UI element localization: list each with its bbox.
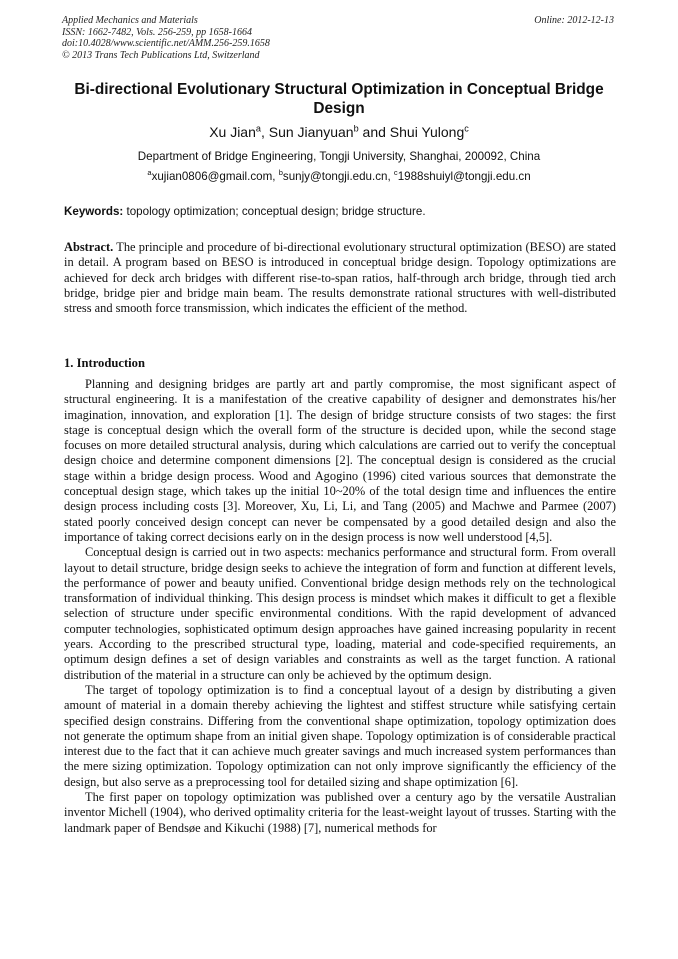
affiliation: Department of Bridge Engineering, Tongji University, Shanghai, 200092, China xyxy=(137,150,541,163)
keywords-text: topology optimization; conceptual design; bridge structure. xyxy=(123,205,426,218)
keywords-label: Keywords: xyxy=(64,205,124,218)
author-affil-mark: c xyxy=(464,123,469,134)
online-date: Online: 2012-12-13 xyxy=(534,15,614,26)
body-paragraph: The target of topology optimization is to find a conceptual layout of a design by distributing a given amount of material in a domain thereby achieving the lightest and stiffest structure while satisfying certain specified design constrains. Differing from the conventional shape optimization, topology optimization does not generate the optimum shape from an initial given shape. Topology optimization is of considerable practical interest due to the fact that it can achieve much greater savings and much increased system performances than the mere sizing optimization. Topology optimization can not only improve significantly the efficiency of the design, but also serve as a preprocessing tool for detailed sizing and shape optimization [6]. xyxy=(64,682,616,789)
author-affil-mark: a xyxy=(255,123,261,134)
email-mark: b xyxy=(278,168,283,178)
email-mark: c xyxy=(393,168,398,178)
section-heading: 1. Introduction xyxy=(64,356,145,370)
email-link[interactable]: xujian0806@gmail.com, xyxy=(151,170,279,183)
journal-name: Applied Mechanics and Materials xyxy=(62,15,198,26)
email-list xyxy=(60,170,618,184)
author-affil-mark: b xyxy=(353,123,359,134)
doi-line[interactable]: doi:10.4028/www.scientific.net/AMM.256-259.1658 xyxy=(62,38,270,50)
author-name: Sun Jianyuan xyxy=(268,124,354,140)
email-mark: a xyxy=(147,168,152,178)
abstract xyxy=(64,240,616,316)
section-body xyxy=(64,377,616,836)
author-list xyxy=(60,123,618,141)
email-link[interactable]: sunjy@tongji.edu.cn, xyxy=(282,170,394,183)
copyright-line: © 2013 Trans Tech Publications Ltd, Switzerland xyxy=(62,49,260,61)
author-separator: and xyxy=(358,124,390,140)
body-paragraph: Conceptual design is carried out in two aspects: mechanics performance and structural form. From overall layout to detail structure, bridge design seeks to achieve the integration of form and function at different levels, the performance of power and beauty unified. Conventional bridge design methods rely on the technological transformation of individual thinking. This design process is mindset which makes it difficult to get a flexible selection of structure under specific environmental conditions. With the rapid development of advanced computer technologies, sophisticated optimum design approaches have gained increasing popularity in recent years. According to the prescribed structural type, loading, material and code-specified requirements, an optimum design defines a set of design variables and constraints as well as the target function. A rational distribution of the material in a structure can only be achieved by the optimum design. xyxy=(64,545,616,682)
body-paragraph: The first paper on topology optimization was published over a century ago by the versatile Australian inventor Michell (1904), who derived optimality criteria for the least-weight layout of trusses. Starting with the landmark paper of Bendsøe and Kikuchi (1988) [7], numerical methods for xyxy=(64,790,616,835)
journal-header xyxy=(62,15,614,61)
keywords xyxy=(64,205,616,219)
issn-line: ISSN: 1662-7482, Vols. 256-259, pp 1658-1664 xyxy=(62,26,252,38)
author-name: Xu Jian xyxy=(209,124,256,140)
paper-title: Bi-directional Evolutionary Structural Optimization in Conceptual Bridge Design xyxy=(74,81,604,117)
abstract-label: Abstract. xyxy=(64,240,114,254)
email-link[interactable]: 1988shuiyl@tongji.edu.cn xyxy=(397,170,531,183)
author-separator: , xyxy=(260,124,269,140)
abstract-text: The principle and procedure of bi-directional evolutionary structural optimization (BESO) are stated in detail. A program based on BESO is introduced in conceptual bridge design. Topology optimizations are achieved for deck arch bridges with different rise-to-span ratios, half-through arch bridge, through tied arch bridge, bridge pier and bridge main beam. The results demonstrate rational structures with well-distributed stress and smooth force transmission, which indicates the efficient of the method. xyxy=(64,240,616,316)
author-name: Shui Yulong xyxy=(389,124,465,140)
body-paragraph: Planning and designing bridges are partly art and partly compromise, the most significant aspect of structural engineering. It is a manifestation of the creative capability of designer and demonstrates his/her imagination, innovation, and exploration [1]. The design of bridge structure consists of two stages: the first stage is conceptual design which the overall form of the structure is decided upon, while the second stage focuses on more detailed structural analysis, during which calculations are carried out to verify the conceptual design choice and determine component dimensions [2]. The conceptual design is considered as the crucial stage within a bridge design process. Wood and Agogino (1996) cited various sources that demonstrate the conceptual design stage, which takes up the initial 10~20% of the total design time and influences the entire design process including costs [3]. Moreover, Xu, Li, Li, and Tang (2005) and Machwe and Parmee (2007) stated poorly conceived design concept can never be compensated by a good detailed design and also the importance of taking correct decisions early on in the design process is now well understood [4,5]. xyxy=(64,377,616,544)
